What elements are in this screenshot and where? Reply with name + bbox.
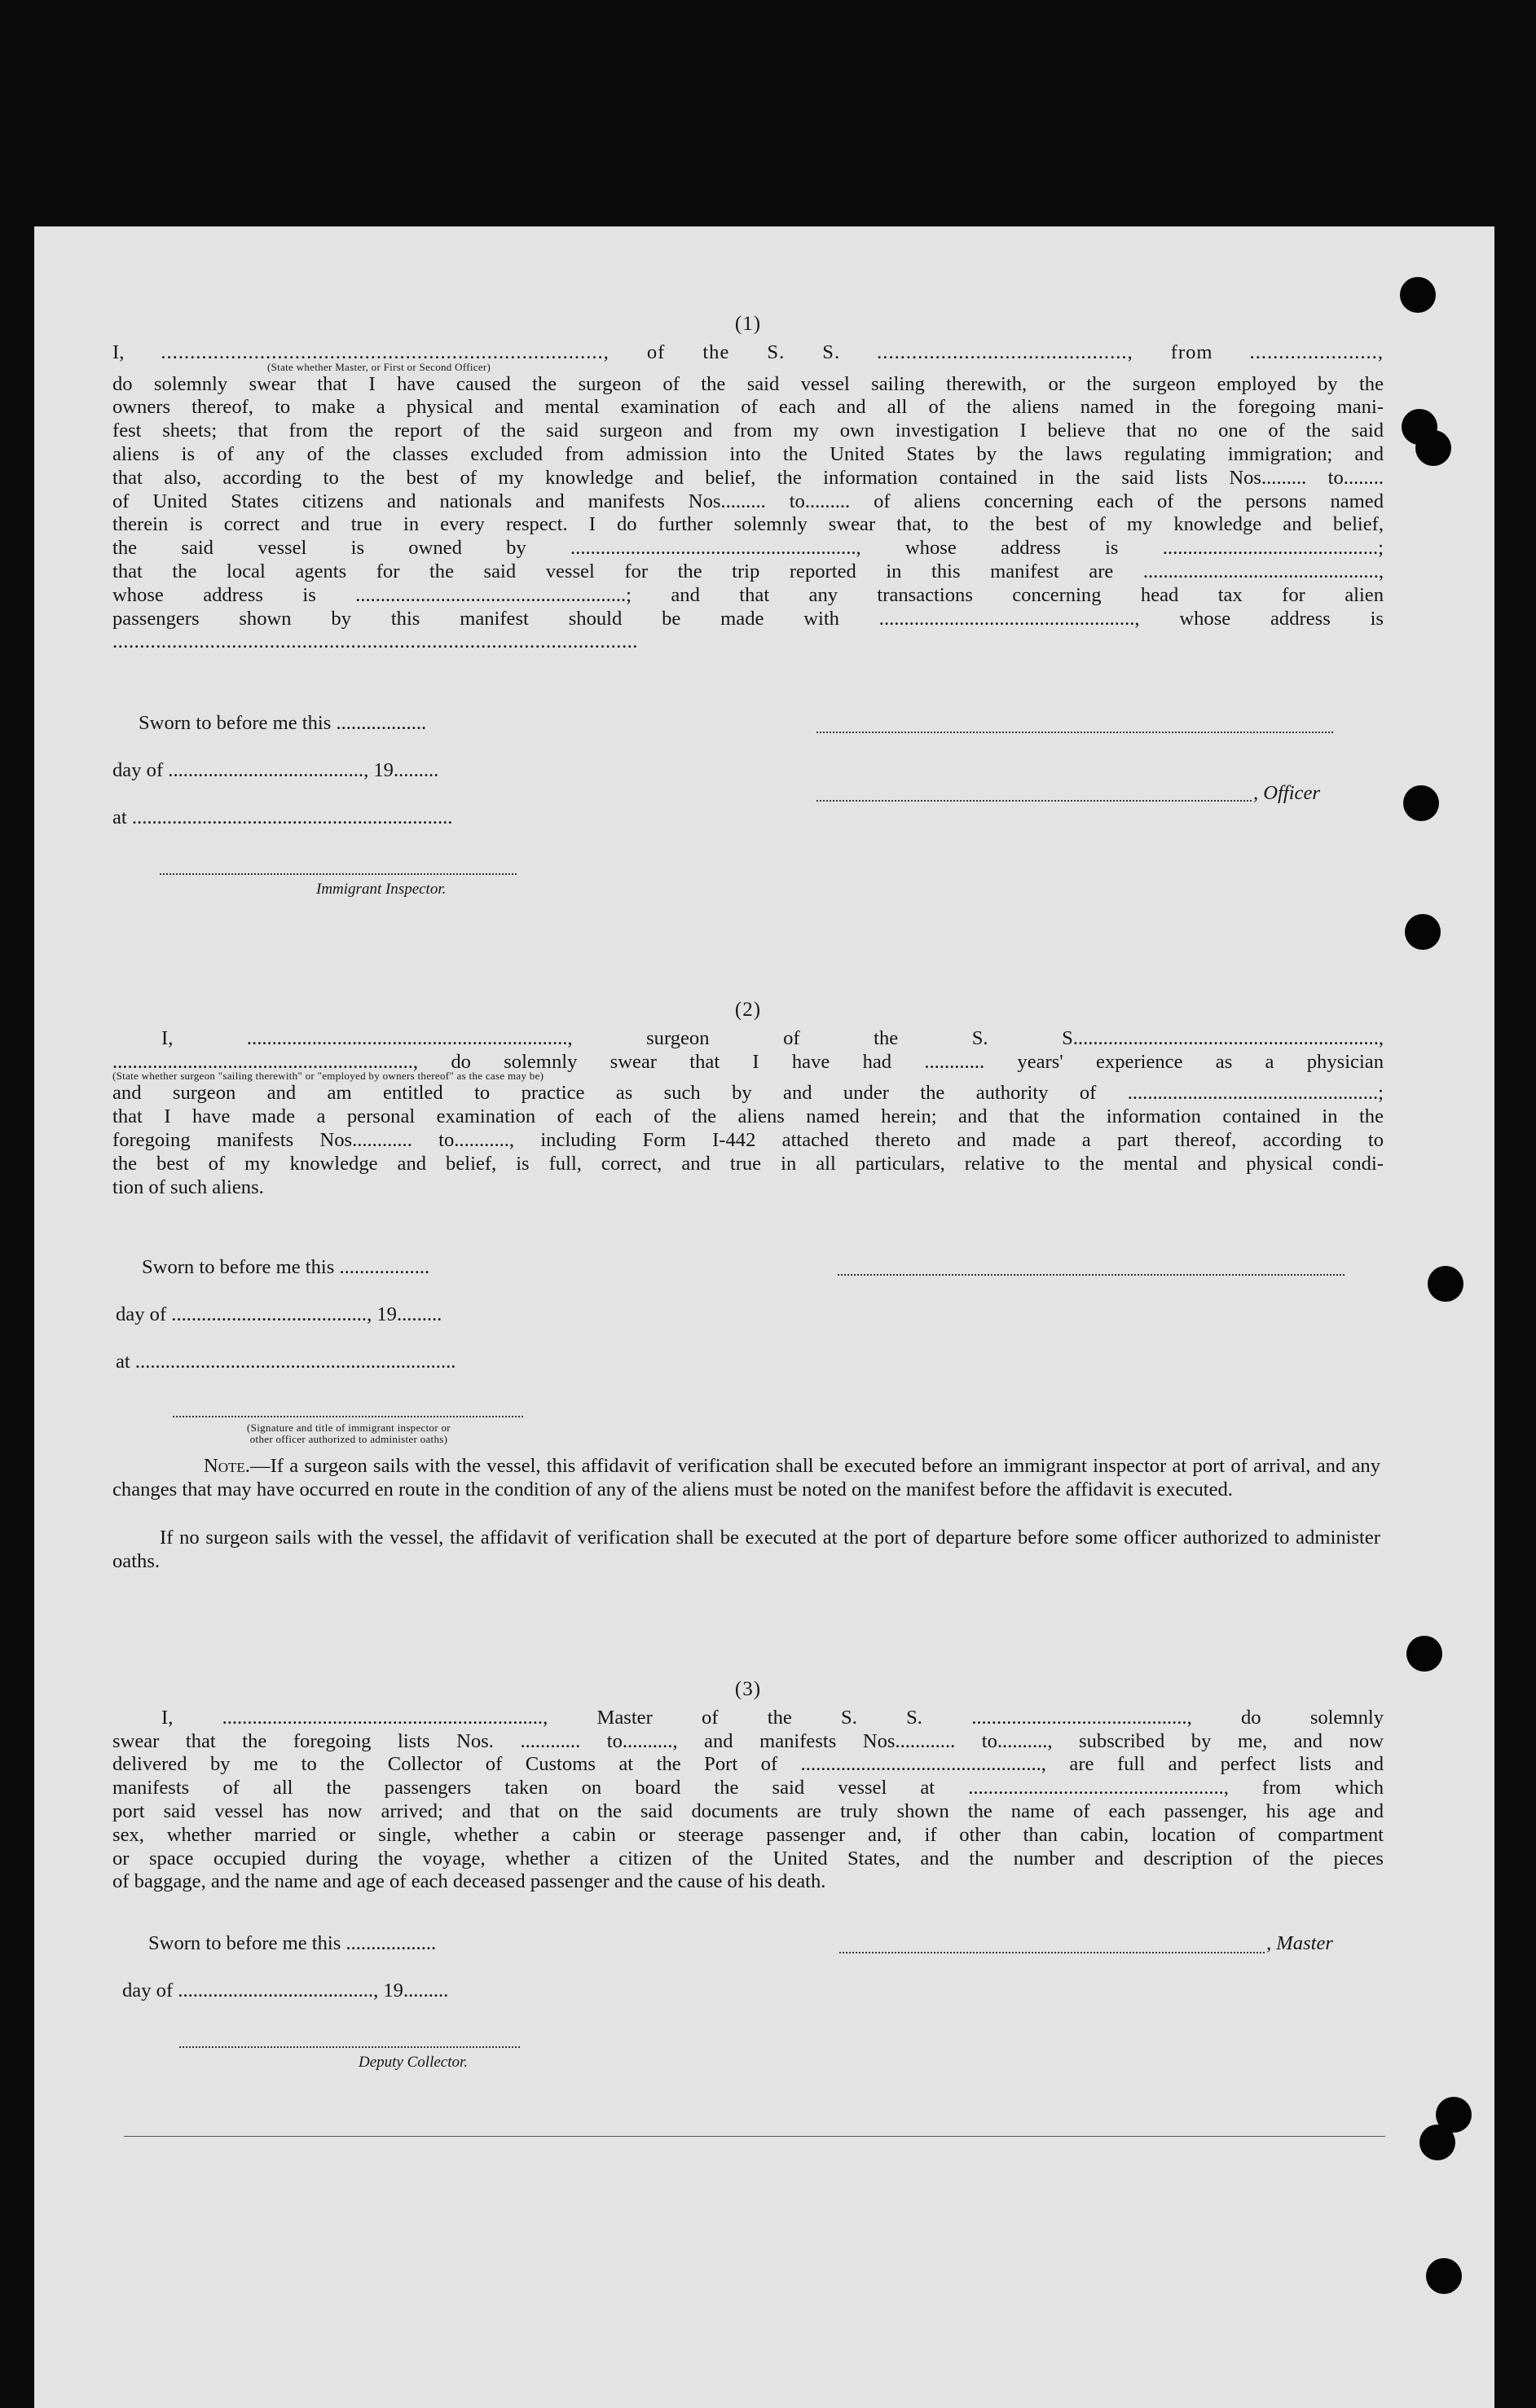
oath-line: therein is correct and true in every respect. I do further solemnly swear that, to the best of my knowledge and belief, — [112, 513, 1384, 536]
binder-hole-icon — [1403, 785, 1439, 821]
inspector-signature-line — [160, 873, 517, 875]
surgeon-signature-line — [838, 1274, 1345, 1276]
section-number: (3) — [734, 1678, 762, 1700]
agents-address-line: whose address is ......................................................; and that any transactions concerning head tax for alien — [112, 583, 1384, 606]
officer-vessel-line: I, ............................................................................, of the S. S. ..........................................., from ......................, — [112, 341, 1384, 363]
oath-line: tion of such aliens. — [112, 1175, 264, 1198]
day-line-2: day of ......................................., 19......... — [116, 1303, 442, 1325]
binder-hole-icon — [1400, 277, 1436, 313]
oath-line: of baggage, and the name and age of each deceased passenger and the cause of his death. — [112, 1870, 826, 1893]
oath-line: owners thereof, to make a physical and mental examination of each and all of the aliens named in the foregoing mani- — [112, 396, 1384, 419]
section-number: (2) — [734, 999, 762, 1021]
officer-label: , Officer — [1253, 782, 1320, 804]
oath-line: that I have made a personal examination of each of the aliens named herein; and that the information contained in the — [112, 1105, 1384, 1128]
oath-line: of United States citizens and nationals and manifests Nos......... to......... of aliens concerning each of the persons named — [112, 490, 1384, 512]
surgeon-experience-line: ............................................................, do solemnly swear that I have had ............ years' experience as a physician — [112, 1050, 1384, 1073]
binder-hole-icon — [1419, 2125, 1455, 2160]
collector-label: Deputy Collector. — [359, 2054, 469, 2071]
collector-signature-line — [179, 2046, 520, 2048]
oath-line: manifests of all the passengers taken on board the said vessel at ..................................................., from which — [112, 1777, 1384, 1799]
binder-hole-icon — [1405, 914, 1441, 950]
master-vessel-line: I, ................................................................, Master of the S. S. ..........................................., do solemnly — [161, 1706, 1384, 1729]
binder-hole-icon — [1406, 1636, 1442, 1672]
master-label: , Master — [1266, 1932, 1333, 1954]
affidavit-section-3 — [112, 1678, 1384, 1894]
day-line-3: day of ......................................., 19......... — [122, 1980, 449, 2002]
address-blank-line: ................................................................................................. — [112, 631, 638, 653]
sworn-line-1: Sworn to before me this .................. — [139, 712, 427, 734]
owner-line: the said vessel is owned by ........................................................., whose address is ...........................................; — [112, 537, 1384, 560]
at-line-1: at ................................................................ — [112, 806, 453, 828]
binder-hole-icon — [1415, 430, 1451, 466]
surgeon-vessel-line: I, ................................................................, surgeon of the S. S............................................................., — [161, 1026, 1384, 1049]
binder-hole-icon — [1426, 2258, 1462, 2294]
oath-line: fest sheets; that from the report of the said surgeon and from my own investigation I believe that no one of the said — [112, 420, 1384, 442]
bottom-rule — [124, 2136, 1385, 2137]
oath-line: and surgeon and am entitled to practice as such by and under the authority of ..................................................; — [112, 1082, 1384, 1105]
oath-line: swear that the foregoing lists Nos. ............ to.........., and manifests Nos............ to.........., subscribed by me, and now — [112, 1729, 1384, 1752]
agents-line: that the local agents for the said vessel for the trip reported in this manifest are ..............................................., — [112, 560, 1384, 582]
oath-line: the best of my knowledge and belief, is full, correct, and true in all particulars, relative to the mental and physical condi- — [112, 1152, 1384, 1175]
affidavit-section-2 — [112, 999, 1384, 1199]
officer-title-hint: (State whether Master, or First or Second Officer) — [267, 360, 491, 373]
oath-line: that also, according to the best of my knowledge and belief, the information contained in the said lists Nos......... to........ — [112, 466, 1384, 489]
oath-line: foregoing manifests Nos............ to..........., including Form I-442 attached thereto and made a part thereof, according to — [112, 1128, 1384, 1151]
oath-line: or space occupied during the voyage, whether a citizen of the United States, and the number and description of the pieces — [112, 1847, 1384, 1870]
oath-line: delivered by me to the Collector of Customs at the Port of ................................................, are full and perfect lists and — [112, 1753, 1384, 1776]
sworn-line-2: Sworn to before me this .................. — [142, 1256, 430, 1278]
head-tax-line: passengers shown by this manifest should be made with ..................................................., whose address is — [112, 607, 1384, 630]
officer-signature-line — [816, 800, 1252, 802]
oath-line: port said vessel has now arrived; and that on the said documents are truly shown the name of each passenger, his age and — [112, 1799, 1384, 1822]
master-signature-line — [839, 1952, 1265, 1953]
section-number: (1) — [734, 313, 762, 335]
signature-hint: (Signature and title of immigrant inspector or other officer authorized to administer oaths) — [247, 1422, 451, 1445]
oath-line: aliens is of any of the classes excluded from admission into the United States by the laws regulating immigration; and — [112, 442, 1384, 465]
affidavit-section-1 — [112, 313, 1384, 654]
day-line-1: day of ......................................., 19......... — [112, 759, 439, 781]
sworn-line-3: Sworn to before me this .................. — [148, 1932, 437, 1954]
officer-name-line — [816, 732, 1333, 733]
note-label: Note. — [204, 1455, 250, 1477]
no-surgeon-note: If no surgeon sails with the vessel, the affidavit of verification shall be executed at the port of departure before some officer authorized to administer oaths. — [112, 1527, 1380, 1572]
inspector-label: Immigrant Inspector. — [316, 881, 447, 898]
at-line-2: at ................................................................ — [116, 1351, 456, 1373]
oath-line: sex, whether married or single, whether a cabin or steerage passenger and, if other than cabin, location of compartment — [112, 1823, 1384, 1846]
oath-line: do solemnly swear that I have caused the surgeon of the said vessel sailing therewith, or the surgeon employed by the — [112, 372, 1384, 395]
surgeon-status-hint: (State whether surgeon "sailing therewith" or "employed by owners thereof" as the case may be) — [112, 1070, 544, 1083]
form-page — [34, 226, 1494, 2408]
inspector-signature-line — [173, 1416, 523, 1417]
binder-hole-icon — [1428, 1266, 1463, 1302]
surgeon-note: Note.—If a surgeon sails with the vessel, this affidavit of verification shall be executed before an immigrant inspector at port of arrival, and any changes that may have occurred en route in the condition of any of the aliens must be noted on the manifest before the affidavit is executed. — [112, 1455, 1380, 1501]
